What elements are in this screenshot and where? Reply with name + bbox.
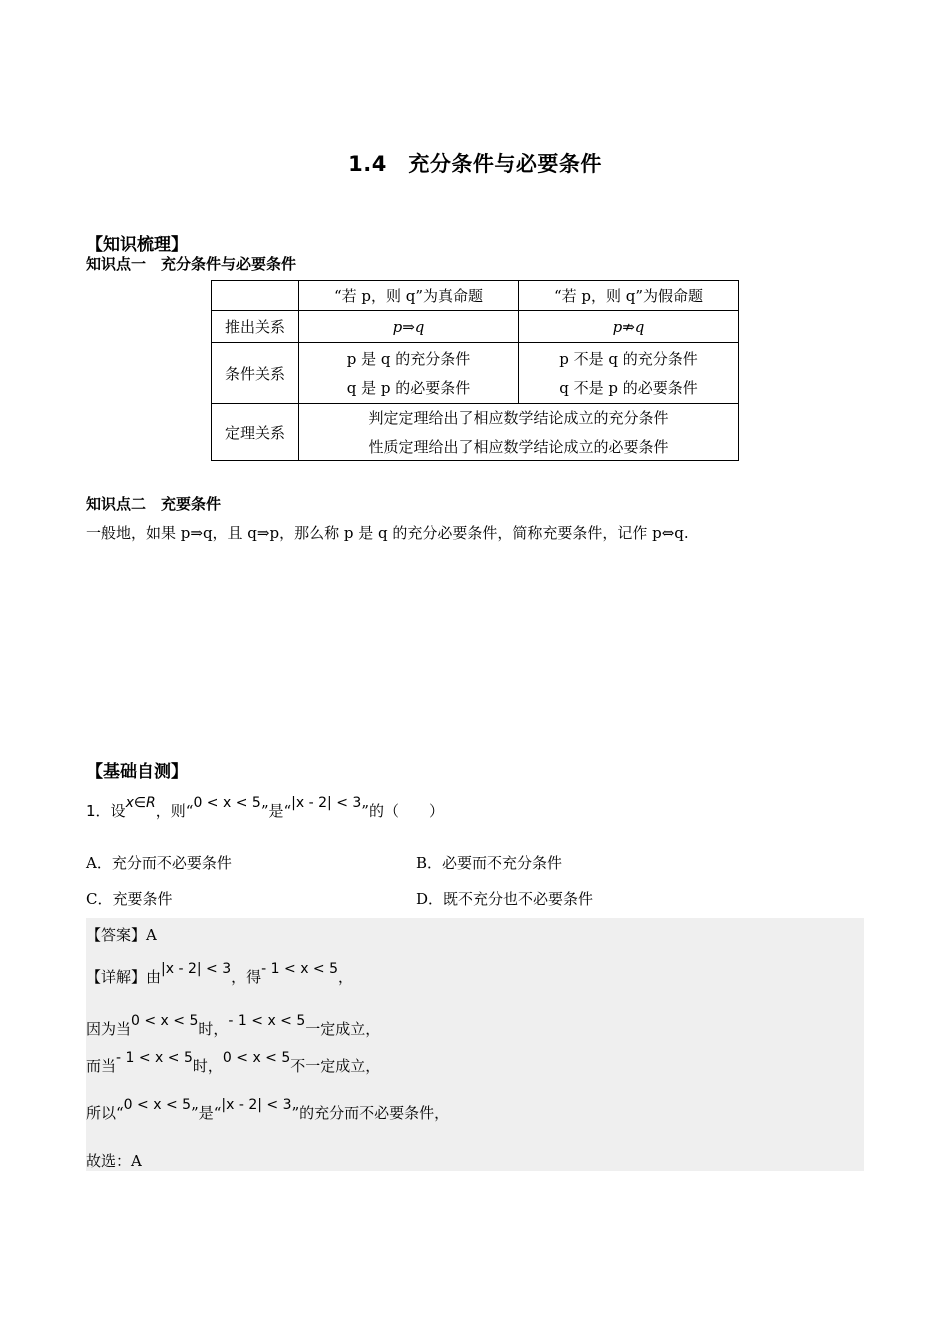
detail-1-end: ， xyxy=(338,968,354,986)
knowledge-point-1-heading: 知识点一 充分条件与必要条件 xyxy=(86,255,297,273)
row-label-implication: 推出关系 xyxy=(212,311,299,343)
detail-line-3 xyxy=(86,1050,381,1076)
option-a: A．充分而不必要条件 xyxy=(86,854,232,872)
knowledge-table xyxy=(211,280,739,461)
detail-2-math-2: - 1 < x < 5 xyxy=(228,1013,306,1029)
detail-1-math-1: |x - 2| < 3 xyxy=(161,961,232,977)
detail-3-mid: 时， xyxy=(192,1057,223,1075)
table-header-true: “若 p，则 q”为真命题 xyxy=(299,281,519,311)
detail-3-pre: 而当 xyxy=(86,1057,117,1075)
implication-true: p⇒q xyxy=(299,311,519,343)
detail-line-4 xyxy=(86,1097,450,1123)
row-label-condition: 条件关系 xyxy=(212,343,299,404)
question-number: 1． xyxy=(86,802,111,820)
knowledge-point-2-text: 一般地，如果 p⇒q，且 q⇒p，那么称 p 是 q 的充分必要条件，简称充要条件，记作 p⇔q. xyxy=(86,524,689,542)
question-text-pre: 设 xyxy=(110,802,126,820)
detail-3-math-2: 0 < x < 5 xyxy=(222,1050,291,1066)
option-d: D．既不充分也不必要条件 xyxy=(416,890,594,908)
detail-1-mid: ，得 xyxy=(231,968,262,986)
condition-false-line-1: p 不是 q 的充分条件 xyxy=(559,350,698,368)
detail-2-pre: 因为当 xyxy=(86,1020,132,1038)
condition-false-cell xyxy=(518,343,738,404)
detail-4-end: ”的充分而不必要条件， xyxy=(291,1104,450,1122)
question-text-is: ”是“ xyxy=(260,802,292,820)
condition-true-cell xyxy=(299,343,519,404)
detail-4-math-2: |x - 2| < 3 xyxy=(221,1097,292,1113)
condition-false-line-2: q 不是 p 的必要条件 xyxy=(559,379,698,397)
theorem-cell xyxy=(299,404,739,461)
detail-3-math-1: - 1 < x < 5 xyxy=(116,1050,193,1066)
answer-line: 【答案】A xyxy=(86,926,157,944)
answer-panel xyxy=(86,918,864,1171)
detail-4-pre: 所以“ xyxy=(86,1104,124,1122)
option-c: C．充要条件 xyxy=(86,890,173,908)
page-title: 1.4 充分条件与必要条件 xyxy=(348,152,602,176)
math-x-in-r: x∈R xyxy=(125,795,156,811)
table-header-false: “若 p，则 q”为假命题 xyxy=(518,281,738,311)
detail-2-mid: 时， xyxy=(198,1020,229,1038)
detail-3-end: 不一定成立， xyxy=(290,1057,381,1075)
detail-line-5: 故选：A xyxy=(86,1152,142,1170)
knowledge-point-2-heading: 知识点二 充要条件 xyxy=(86,495,222,513)
section-heading-self-test: 【基础自测】 xyxy=(86,762,188,782)
detail-2-math-1: 0 < x < 5 xyxy=(131,1013,199,1029)
question-text-mid: ，则“ xyxy=(155,802,194,820)
table-corner-cell xyxy=(212,281,299,311)
implication-false: p⇏q xyxy=(518,311,738,343)
math-condition-2: |x - 2| < 3 xyxy=(291,795,362,811)
theorem-line-1: 判定定理给出了相应数学结论成立的充分条件 xyxy=(368,409,669,427)
section-heading-knowledge: 【知识梳理】 xyxy=(86,235,188,255)
detail-2-end: 一定成立， xyxy=(305,1020,381,1038)
detail-4-mid: ”是“ xyxy=(191,1104,222,1122)
question-text-end: ”的（ ） xyxy=(361,802,444,820)
detail-1-pre: 【详解】由 xyxy=(86,968,162,986)
option-b: B．必要而不充分条件 xyxy=(416,854,563,872)
condition-true-line-1: p 是 q 的充分条件 xyxy=(346,350,471,368)
question-1 xyxy=(86,795,444,821)
detail-line-2 xyxy=(86,1013,381,1039)
detail-1-math-2: - 1 < x < 5 xyxy=(261,961,339,977)
detail-line-1 xyxy=(86,961,354,987)
condition-true-line-2: q 是 p 的必要条件 xyxy=(346,379,471,397)
math-condition-1: 0 < x < 5 xyxy=(193,795,261,811)
detail-4-math-1: 0 < x < 5 xyxy=(123,1097,192,1113)
theorem-line-2: 性质定理给出了相应数学结论成立的必要条件 xyxy=(368,438,669,456)
row-label-theorem: 定理关系 xyxy=(212,404,299,461)
